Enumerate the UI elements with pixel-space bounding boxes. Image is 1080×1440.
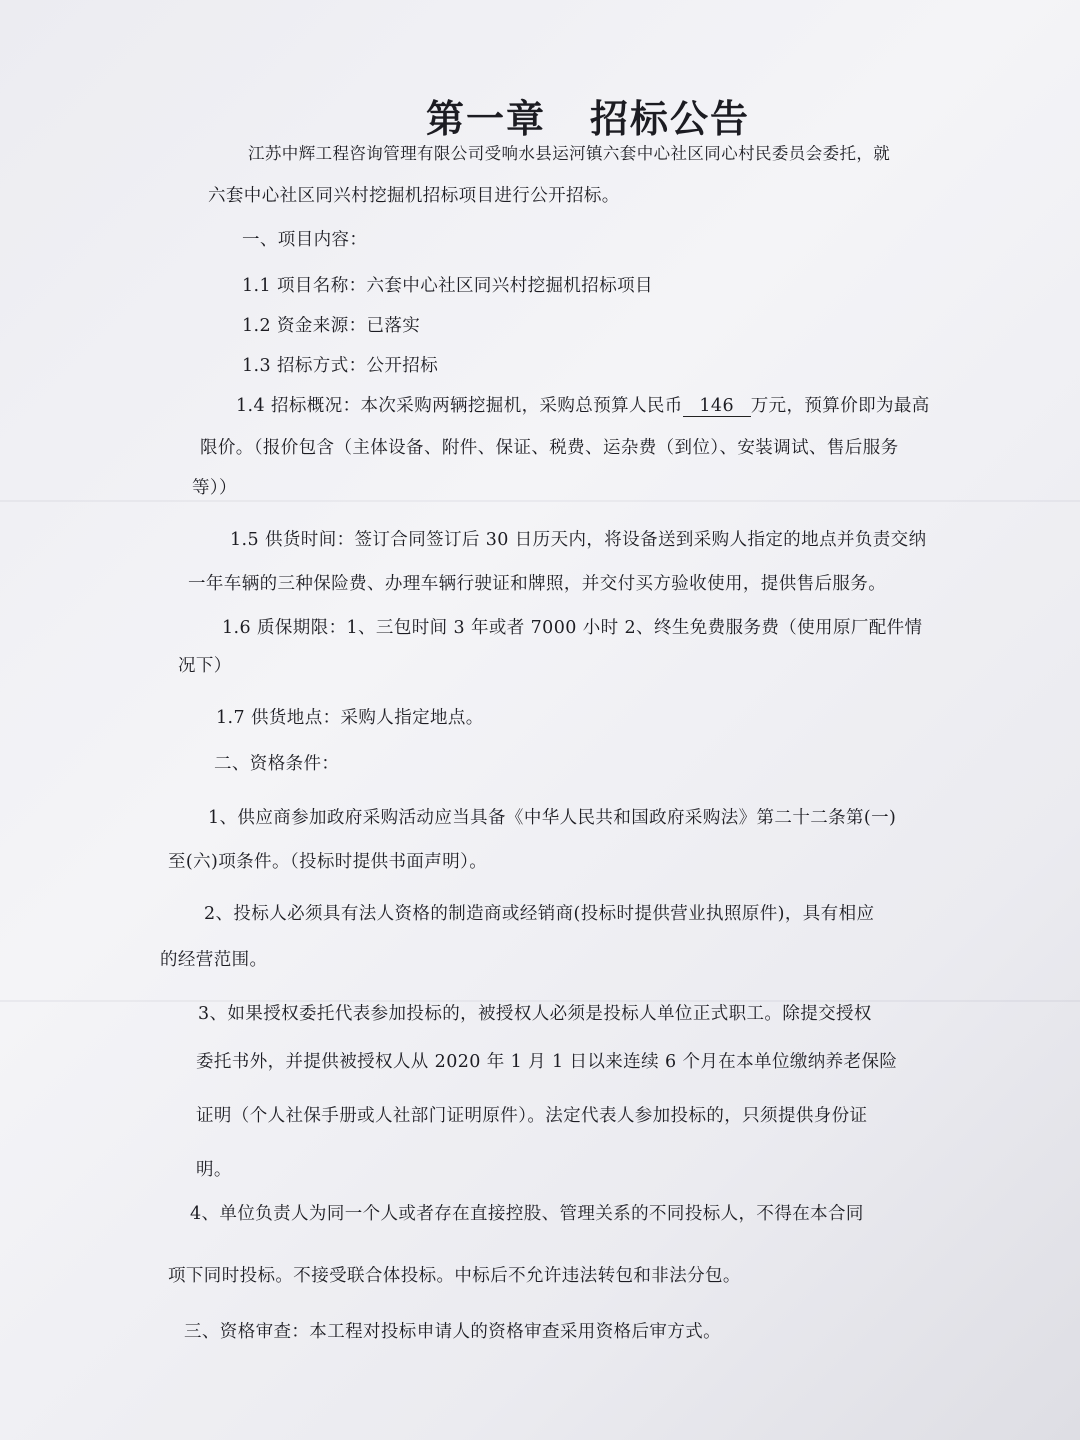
intro-line-2: 六套中心社区同兴村挖掘机招标项目进行公开招标。 (208, 186, 620, 206)
condition-1-line-1: 1、供应商参加政府采购活动应当具备《中华人民共和国政府采购法》第二十二条第(一) (208, 808, 897, 828)
item-1-4-text-after: 万元，预算价即为最高 (750, 396, 930, 416)
item-1-4-line-2: 限价。（报价包含（主体设备、附件、保证、税费、运杂费（到位）、安装调试、售后服务 (200, 438, 899, 458)
section3-line: 三、资格审查：本工程对投标申请人的资格审查采用资格后审方式。 (184, 1322, 721, 1342)
condition-4-line-2: 项下同时投标。不接受联合体投标。中标后不允许违法转包和非法分包。 (168, 1266, 741, 1286)
section1-heading: 一、项目内容： (242, 230, 368, 250)
item-1-6-line-2: 况下） (178, 656, 232, 676)
paper-fold (0, 500, 1080, 502)
item-1-1: 1.1 项目名称：六套中心社区同兴村挖掘机招标项目 (242, 276, 653, 296)
item-1-5-line-2: 一年车辆的三种保险费、办理车辆行驶证和牌照，并交付买方验收使用，提供售后服务。 (188, 574, 887, 594)
budget-amount: 146 (683, 396, 751, 417)
condition-3-line-3: 证明（个人社保手册或人社部门证明原件）。法定代表人参加投标的，只须提供身份证 (196, 1106, 868, 1126)
condition-3-line-1: 3、如果授权委托代表参加投标的，被授权人必须是投标人单位正式职工。除提交授权 (198, 1004, 872, 1024)
title-chapter: 第一章 (426, 97, 547, 141)
condition-3-line-2: 委托书外，并提供被授权人从 2020 年 1 月 1 日以来连续 6 个月在本单位缴纳养老保险 (196, 1052, 898, 1072)
item-1-6-line-1: 1.6 质保期限：1、三包时间 3 年或者 7000 小时 2、终生免费服务费（使用原厂配件情 (222, 618, 923, 638)
item-1-7: 1.7 供货地点：采购人指定地点。 (216, 708, 484, 728)
condition-2-line-2: 的经营范围。 (160, 950, 268, 970)
condition-1-line-2: 至(六)项条件。（投标时提供书面声明）。 (168, 852, 488, 872)
section2-heading: 二、资格条件： (214, 754, 340, 774)
item-1-4-text-before: 1.4 招标概况：本次采购两辆挖掘机，采购总预算人民币 (236, 396, 683, 416)
condition-2-line-1: 2、投标人必须具有法人资格的制造商或经销商(投标时提供营业执照原件)，具有相应 (204, 904, 875, 924)
item-1-4-line-3: 等）） (192, 478, 237, 498)
item-1-3: 1.3 招标方式：公开招标 (242, 356, 439, 376)
item-1-5-line-1: 1.5 供货时间：签订合同签订后 30 日历天内，将设备送到采购人指定的地点并负责交纳 (230, 530, 927, 550)
intro-line-1: 江苏中辉工程咨询管理有限公司受响水县运河镇六套中心社区同心村民委员会委托，就 (248, 144, 891, 163)
item-1-2: 1.2 资金来源：已落实 (242, 316, 421, 336)
condition-3-line-4: 明。 (196, 1160, 232, 1180)
title-text: 招标公告 (590, 97, 751, 141)
page-title (426, 88, 750, 143)
condition-4-line-1: 4、单位负责人为同一个人或者存在直接控股、管理关系的不同投标人，不得在本合同 (190, 1204, 864, 1224)
item-1-4-line-1 (236, 392, 930, 417)
